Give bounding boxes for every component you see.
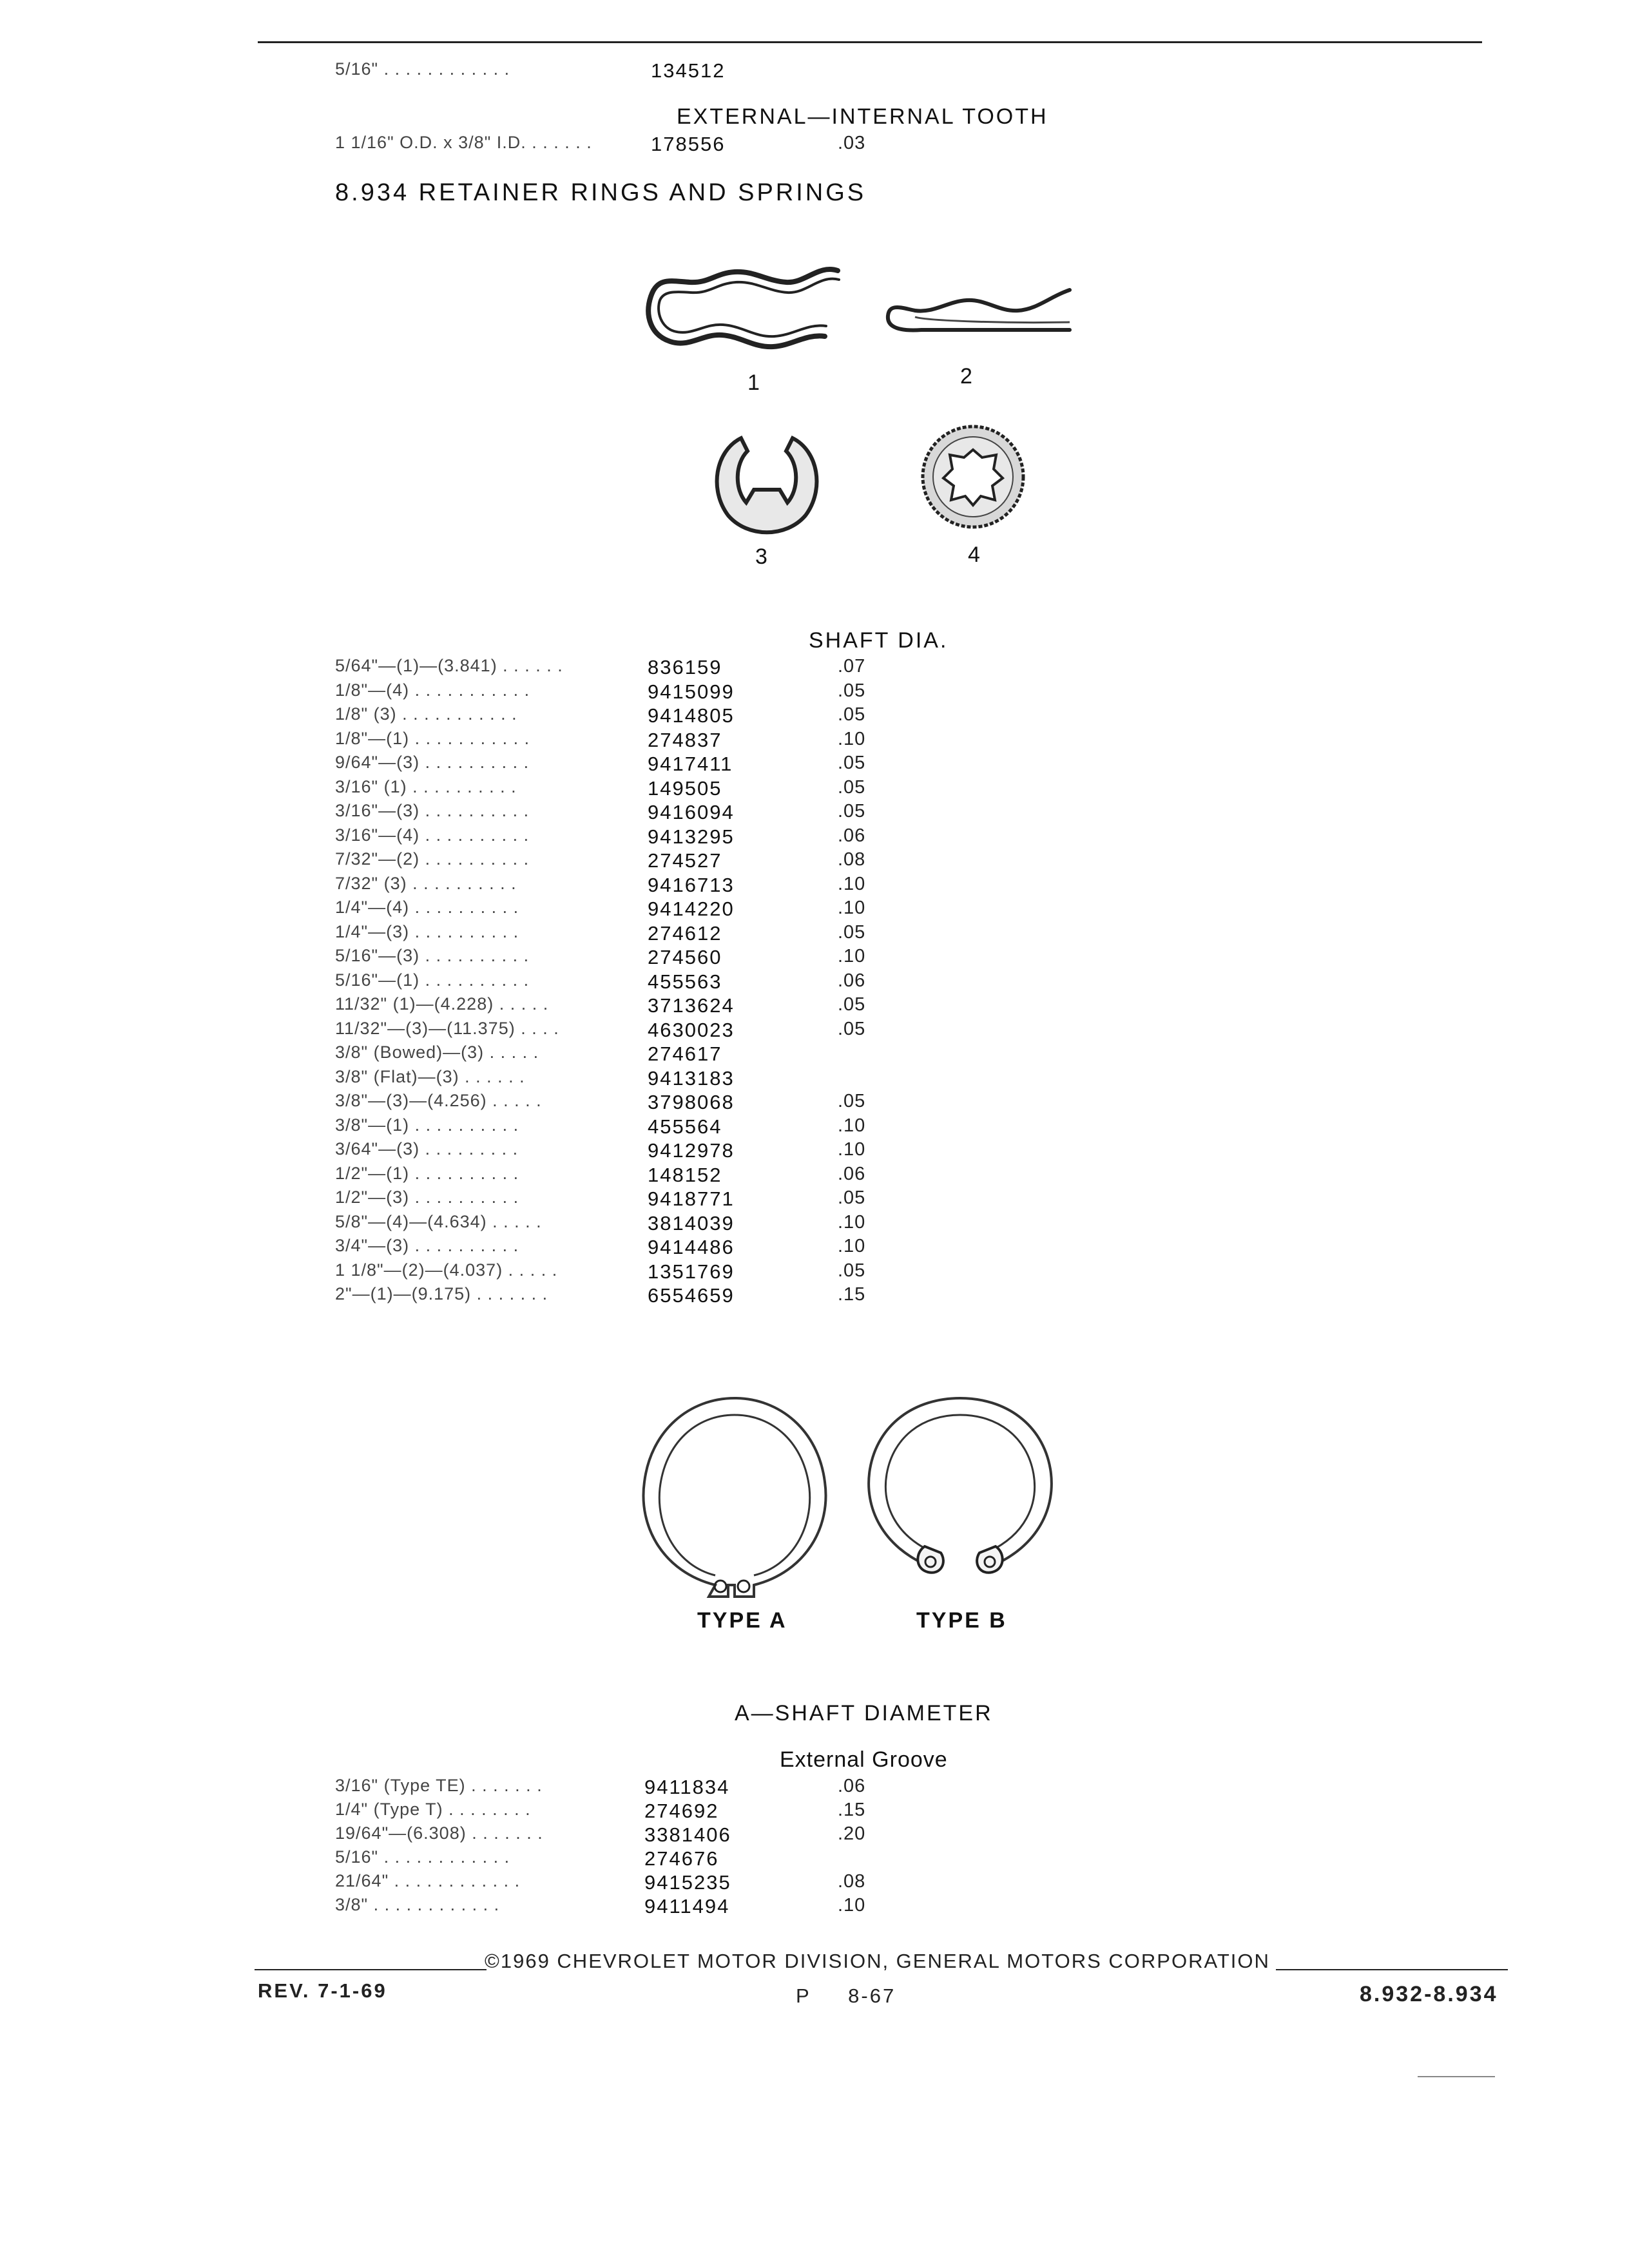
- row-desc: 21/64" . . . . . . . . . . . .: [335, 1871, 521, 1890]
- row-desc: 1/2"—(1) . . . . . . . . . .: [335, 1163, 519, 1183]
- table-row: [0, 1139, 1629, 1164]
- row-desc: 5/16" . . . . . . . . . . . .: [335, 59, 510, 79]
- row-desc: 5/64"—(1)—(3.841) . . . . . .: [335, 656, 563, 675]
- row-part-number: 9414805: [648, 704, 735, 727]
- row-price: .05: [838, 1018, 866, 1039]
- row-desc: 5/16"—(3) . . . . . . . . . .: [335, 946, 530, 965]
- row-price: .05: [838, 1091, 866, 1111]
- row-part-number: 274560: [648, 946, 722, 968]
- row-price: .05: [838, 801, 866, 822]
- row-part-number: 9414220: [648, 898, 735, 920]
- row-part-number: 274692: [644, 1800, 719, 1822]
- top-rule: [258, 41, 1482, 43]
- row-price: .10: [838, 1895, 866, 1916]
- row-part-number: 455563: [648, 970, 722, 993]
- row-part-number: 274612: [648, 921, 722, 945]
- row-part-number: 3798068: [648, 1091, 735, 1113]
- revision-date: REV. 7-1-69: [258, 1979, 387, 2002]
- row-desc: 1 1/16" O.D. x 3/8" I.D. . . . . . .: [335, 133, 592, 152]
- table-row: [0, 1895, 1629, 1919]
- table-row: [0, 729, 1629, 753]
- table-row: [0, 970, 1629, 995]
- table-row: [0, 1236, 1629, 1260]
- table-row: [0, 1847, 1629, 1872]
- row-price: .10: [838, 873, 866, 894]
- type-a-label: TYPE A: [697, 1608, 787, 1633]
- row-part-number: 274676: [644, 1847, 719, 1870]
- table-row: [0, 777, 1629, 802]
- type-b-label: TYPE B: [916, 1608, 1007, 1633]
- row-price: .06: [838, 1776, 866, 1796]
- row-part-number: 274837: [648, 728, 722, 751]
- row-part-number: 9414486: [648, 1236, 735, 1258]
- table-row: [0, 922, 1629, 947]
- footer-rule-left: [255, 1969, 487, 1970]
- row-part-number: 9415099: [648, 680, 735, 703]
- row-desc: 9/64"—(3) . . . . . . . . . .: [335, 753, 530, 772]
- row-desc: 3/8" . . . . . . . . . . . .: [335, 1895, 500, 1914]
- row-part-number: 9412978: [648, 1139, 735, 1162]
- page-number: P 8-67: [796, 1984, 896, 2007]
- figure-label-2: 2: [960, 364, 974, 389]
- stray-mark: [1418, 2076, 1495, 2077]
- row-price: .20: [838, 1823, 866, 1844]
- table-row: [0, 1115, 1629, 1140]
- footer-rule-right: [1276, 1969, 1508, 1970]
- row-desc: 3/64"—(3) . . . . . . . . .: [335, 1139, 519, 1158]
- row-part-number: 836159: [648, 656, 722, 678]
- row-price: .10: [838, 1211, 866, 1233]
- row-part-number: 3381406: [644, 1823, 731, 1846]
- row-desc: 7/32" (3) . . . . . . . . . .: [335, 873, 517, 893]
- row-price: .05: [838, 704, 866, 725]
- row-price: .05: [838, 776, 866, 798]
- type-b-ring: [863, 1392, 1057, 1585]
- row-desc: 11/32" (1)—(4.228) . . . . .: [335, 994, 549, 1014]
- row-desc: 19/64"—(6.308) . . . . . . .: [335, 1823, 543, 1843]
- row-price: .10: [838, 946, 866, 966]
- table-row: [0, 1800, 1629, 1824]
- row-price: .05: [838, 680, 866, 701]
- row-price: .10: [838, 898, 866, 918]
- row-price: .05: [838, 753, 866, 773]
- table-row: [0, 801, 1629, 825]
- section-range: 8.932-8.934: [1360, 1982, 1498, 2006]
- row-desc: 1/4"—(4) . . . . . . . . . .: [335, 898, 519, 917]
- table-row: [0, 1260, 1629, 1285]
- push-nut-figure-4: [915, 419, 1031, 535]
- row-desc: 1/4" (Type T) . . . . . . . .: [335, 1800, 531, 1819]
- row-price: .15: [838, 1284, 866, 1305]
- table-row: [0, 1043, 1629, 1067]
- row-desc: 3/16"—(3) . . . . . . . . . .: [335, 801, 530, 820]
- top-row: [0, 59, 1629, 84]
- row-desc: 5/16" . . . . . . . . . . . .: [335, 1847, 510, 1867]
- row-desc: 3/16" (Type TE) . . . . . . .: [335, 1776, 543, 1795]
- tooth-row: [0, 133, 1629, 157]
- section-title: 8.934 RETAINER RINGS AND SPRINGS: [335, 179, 867, 206]
- row-part-number: 9416713: [648, 873, 735, 896]
- row-price: .10: [838, 1236, 866, 1256]
- row-price: .15: [838, 1800, 866, 1820]
- row-part-number: 9413183: [648, 1066, 735, 1090]
- table-row: [0, 1284, 1629, 1309]
- row-price: .08: [838, 849, 866, 870]
- row-part-number: 274527: [648, 849, 722, 872]
- row-part-number: 1351769: [648, 1260, 735, 1283]
- table-row: [0, 1776, 1629, 1800]
- table-row: [0, 946, 1629, 970]
- row-price: .06: [838, 970, 866, 991]
- table-row: [0, 1187, 1629, 1212]
- row-part-number: 6554659: [648, 1284, 735, 1307]
- row-part-number: 9416094: [648, 801, 735, 823]
- row-part-number: 178556: [651, 133, 726, 155]
- row-desc: 3/8"—(3)—(4.256) . . . . .: [335, 1091, 542, 1110]
- row-part-number: 455564: [648, 1115, 722, 1138]
- row-desc: 2"—(1)—(9.175) . . . . . . .: [335, 1284, 548, 1303]
- row-part-number: 9413295: [648, 825, 735, 848]
- row-part-number: 9411494: [644, 1895, 730, 1917]
- row-desc: 3/16"—(4) . . . . . . . . . .: [335, 825, 530, 845]
- table-row: [0, 825, 1629, 850]
- table-row: [0, 1871, 1629, 1896]
- row-desc: 1/4"—(3) . . . . . . . . . .: [335, 921, 519, 941]
- copyright-line: ©1969 CHEVROLET MOTOR DIVISION, GENERAL MOTORS CORPORATION: [485, 1950, 1270, 1972]
- row-price: .06: [838, 825, 866, 846]
- row-desc: 1/2"—(3) . . . . . . . . . .: [335, 1187, 519, 1207]
- row-desc: 5/8"—(4)—(4.634) . . . . .: [335, 1211, 542, 1231]
- row-part-number: 9415235: [644, 1871, 731, 1894]
- table-row: [0, 1164, 1629, 1188]
- row-price: .10: [838, 1115, 866, 1136]
- retainer-spring-figure-2: [876, 277, 1083, 348]
- row-price: .05: [838, 994, 866, 1015]
- table-row: [0, 656, 1629, 680]
- row-part-number: 274617: [648, 1043, 722, 1065]
- row-price: .07: [838, 656, 866, 677]
- table-row: [0, 680, 1629, 705]
- row-price: .10: [838, 728, 866, 749]
- row-price: .08: [838, 1871, 866, 1892]
- row-desc: 3/4"—(3) . . . . . . . . . .: [335, 1236, 519, 1255]
- row-part-number: 3713624: [648, 994, 735, 1017]
- external-groove-heading: External Groove: [780, 1747, 948, 1772]
- table-row: [0, 753, 1629, 777]
- row-desc: 1/8"—(4) . . . . . . . . . . .: [335, 680, 530, 700]
- row-desc: 1/8"—(1) . . . . . . . . . . .: [335, 728, 530, 748]
- table-row: [0, 1823, 1629, 1848]
- table-row: [0, 898, 1629, 922]
- row-part-number: 9418771: [648, 1187, 735, 1210]
- row-desc: 7/32"—(2) . . . . . . . . . .: [335, 849, 530, 869]
- row-desc: 3/8" (Bowed)—(3) . . . . .: [335, 1043, 539, 1062]
- table-row: [0, 1212, 1629, 1236]
- figure-label-1: 1: [747, 370, 762, 395]
- e-ring-figure-3: [702, 425, 831, 548]
- row-price: .06: [838, 1163, 866, 1184]
- table-row: [0, 874, 1629, 898]
- row-desc: 5/16"—(1) . . . . . . . . . .: [335, 970, 530, 990]
- retainer-spring-figure-1: [638, 258, 857, 374]
- row-price: .05: [838, 1187, 866, 1208]
- row-part-number: 148152: [648, 1163, 722, 1186]
- row-desc: 3/16" (1) . . . . . . . . . .: [335, 776, 517, 796]
- shaft-dia-heading: SHAFT DIA.: [809, 628, 949, 653]
- row-desc: 1 1/8"—(2)—(4.037) . . . . .: [335, 1260, 558, 1280]
- table-row: [0, 1019, 1629, 1043]
- table-row: [0, 849, 1629, 874]
- row-price: .05: [838, 921, 866, 943]
- row-part-number: 149505: [648, 776, 722, 800]
- tooth-heading: EXTERNAL—INTERNAL TOOTH: [677, 104, 1048, 129]
- row-desc: 3/8" (Flat)—(3) . . . . . .: [335, 1066, 525, 1086]
- row-part-number: 3814039: [648, 1211, 735, 1235]
- row-price: .03: [838, 133, 866, 153]
- row-part-number: 9411834: [644, 1776, 730, 1798]
- type-a-ring: [638, 1392, 831, 1604]
- table-row: [0, 1091, 1629, 1115]
- a-shaft-diameter-heading: A—SHAFT DIAMETER: [735, 1701, 993, 1725]
- table-row: [0, 994, 1629, 1019]
- figure-label-3: 3: [755, 544, 769, 569]
- row-desc: 1/8" (3) . . . . . . . . . . .: [335, 704, 517, 724]
- row-part-number: 134512: [651, 59, 726, 82]
- row-desc: 3/8"—(1) . . . . . . . . . .: [335, 1115, 519, 1135]
- row-price: .10: [838, 1139, 866, 1160]
- table-row: [0, 1067, 1629, 1091]
- row-price: .05: [838, 1260, 866, 1281]
- figure-label-4: 4: [968, 543, 982, 567]
- row-desc: 11/32"—(3)—(11.375) . . . .: [335, 1018, 559, 1038]
- row-part-number: 9417411: [648, 753, 733, 775]
- row-part-number: 4630023: [648, 1018, 735, 1041]
- table-row: [0, 704, 1629, 729]
